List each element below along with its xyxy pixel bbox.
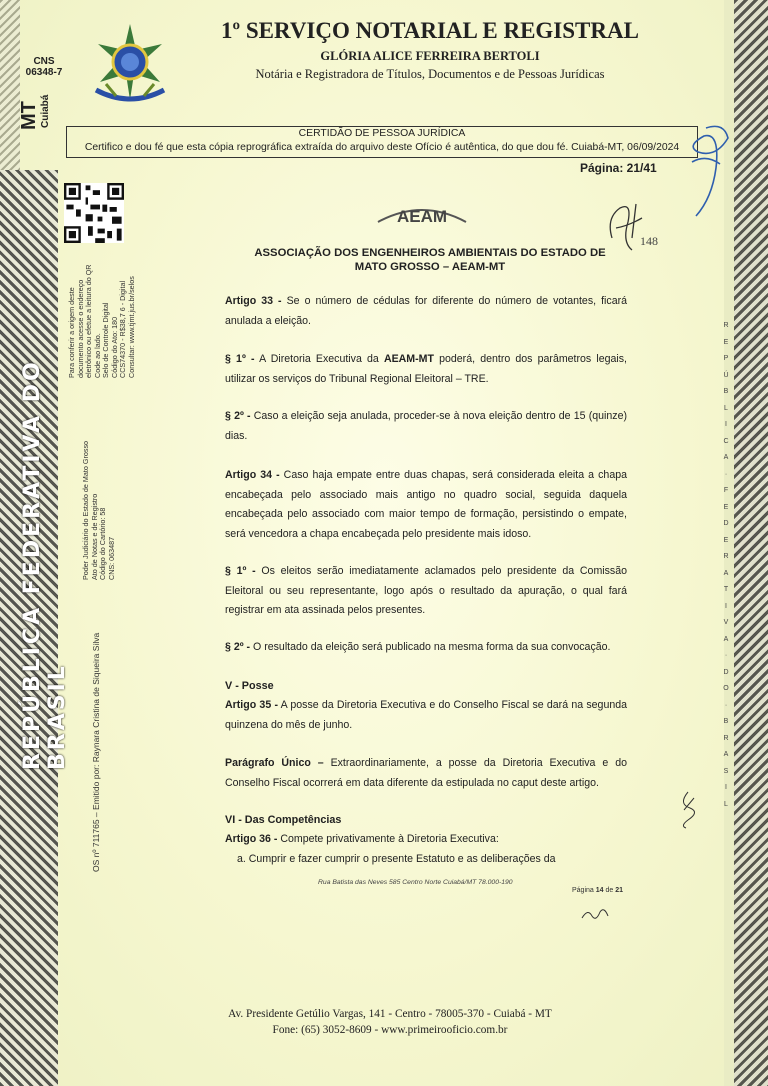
article-34-p2 [225,638,627,658]
right-strip-letter: A [723,751,729,758]
emitido-por-note: OS nº 711765 – Emitido por: Raynara Cristina de Siqueira Silva [91,632,101,872]
right-strip-letter: R [723,734,729,742]
paragraph-text: poderá, dentro dos parâmetros legais, utilizar os serviços do Tribunal Regional Eleitoral – TRE. [225,353,627,385]
aeam-logo [374,196,470,232]
paragraph-text: O resultado da eleição será publicado na mesma forma da sua convocação. [250,641,611,653]
certificate-box [66,126,698,158]
section-posse: V - Posse [225,680,274,692]
office-contact: Fone: (65) 3052-8609 - www.primeirooficio.com.br [272,1024,508,1036]
right-strip-letter: P [723,355,729,362]
paragraph-text: Caso a eleição seja anulada, proceder-se à nova eleição dentro de 15 (quinze) dias. [225,410,627,442]
right-strip-letter: A [723,635,729,643]
right-strip-letter: B [723,718,729,725]
article-label: Artigo 35 - [225,699,278,711]
document-footer-page [572,887,623,894]
right-strip-letter: Ú [723,371,729,379]
poder-note-line: Código do Cartório: 58 [98,507,107,580]
qr-note-line: Código do Ato: 180 [109,316,119,378]
right-strip-letter: E [723,536,729,544]
right-strip-letter: R [723,553,729,560]
footer-page-text: de [603,887,616,894]
document-title-line: ASSOCIAÇÃO DOS ENGENHEIROS AMBIENTAIS DO ESTADO DE [254,247,606,259]
aeam-logo-text: AEAM [396,207,448,226]
office-title: 1º SERVIÇO NOTARIAL E REGISTRAL [221,18,639,43]
right-strip-letter: A [723,454,729,461]
poder-note-line: Ato de Notas e de Registro [89,493,99,580]
article-text: Compete privativamente à Diretoria Executiva: [277,833,499,845]
footer-page-total: 21 [615,887,624,894]
qr-note-line: documento acesse o endereço [75,279,85,378]
poder-note-line: CNS: 063487 [106,536,116,580]
article-36 [225,830,627,850]
ornamental-border-top [0,0,20,170]
paragraph-label: § 2º - [225,641,251,653]
margin-initials-icon [676,790,702,830]
cns-number: 06348-7 [25,67,63,78]
right-strip-letter: A [723,569,729,577]
section-competencias: VI - Das Competências [225,814,342,826]
article-34 [225,466,627,544]
list-item: a. Cumprir e fazer cumprir o presente Estatuto e as deliberações da [237,853,556,865]
article-text: Se o número de cédulas for diferente do número de votantes, ficará anulada a eleição. [225,295,628,327]
paragraph-text: A Diretoria Executiva da [254,353,384,365]
cns-block [22,56,66,78]
right-strip-letter: O [723,685,729,692]
article-34-p1 [225,562,627,621]
qr-note-line: CCS74370 - R$38,7 6 - Digital [118,280,127,378]
office-address: Av. Presidente Getúlio Vargas, 141 - Centro - 78005-370 - Cuiabá - MT [228,1008,552,1020]
right-strip-letter: · [724,470,728,478]
right-strip-letter: C [723,437,729,445]
right-strip-letter: I [725,784,727,791]
certificate-title: CERTIDÃO DE PESSOA JURÍDICA [298,128,466,139]
article-text: Caso haja empate entre duas chapas, será considerada eleita a chapa encabeçada pelo associado mais antigo no quadro social, seguida daquela encabeçada pelo associado com maior tempo de formação, persistindo o empate, será vencedora a chapa encabeçada pelo presidente mais idoso. [225,469,627,540]
notary-name: GLÓRIA ALICE FERREIRA BERTOLI [320,49,540,63]
qr-verification-note [68,265,136,378]
right-strip-letter: E [723,338,729,346]
right-strip-letter: D [723,520,729,527]
stamp-number: 148 [640,234,658,248]
republica-vertical-text: REPÚBLICA FEDERATIVA DO BRASIL [20,359,70,770]
article-33 [225,292,627,331]
certificate-text: Certifico e dou fé que esta cópia reprográfica extraída do arquivo deste Ofício é autêntica, do que dou fé. Cuiabá-MT, 06/09/2024 [84,142,680,153]
right-strip-letter: · [724,701,728,709]
qr-code-icon[interactable] [64,183,124,243]
cns-label: CNS [33,56,55,67]
right-strip-letter: B [723,388,729,395]
state-mark: MT [18,101,40,130]
footer-page-current: 14 [595,887,604,894]
document-title-line: MATO GROSSO – AEAM-MT [354,261,506,273]
qr-note-line: eletrônico ou efetue a leitura do QR [84,264,93,378]
right-strip-letter: L [724,404,728,412]
article-label: Artigo 36 - [225,833,278,845]
qr-note-line: Consultar: www.tjmt.jus.br/selos [126,276,136,378]
right-strip-letter: D [723,668,729,676]
article-33-p2 [225,407,627,446]
right-strip-letter: I [725,602,727,610]
right-strip-letter: T [723,586,729,593]
right-strip-letter: F [723,487,729,494]
paragraph-label: § 1º - [225,353,255,365]
right-strip-letter: E [723,503,729,511]
city-mark: Cuiabá [40,94,51,128]
article-text: A posse da Diretoria Executiva e do Conselho Fiscal se dará na segunda quinzena do mês de junho. [225,699,628,731]
footer-page-text: Página [572,887,596,894]
ornamental-border-right [734,0,768,1086]
qr-note-line: Selo de Controle Digital [101,302,110,378]
paragrafo-unico [225,754,627,793]
right-strip-letter: I [725,421,727,428]
right-strip-letter: R [723,322,729,329]
paragraph-label: Parágrafo Único – [225,757,324,769]
right-strip-letter: L [724,800,728,808]
qr-note-line: Para conferir a origem deste [67,287,76,378]
page-initials-icon [580,904,610,924]
paragraph-label: § 2º - [225,410,251,422]
qr-note-line: Code ao lado. [92,333,102,378]
right-strip-letter: V [723,619,729,626]
poder-judiciario-note [82,441,116,580]
article-35 [225,696,627,735]
office-subtitle: Notária e Registradora de Títulos, Documentos e de Pessoas Jurídicas [255,67,605,81]
right-strip-letter: S [723,767,729,775]
document-title [240,246,620,274]
brazil-coat-of-arms-icon [86,20,174,108]
article-label: Artigo 33 - [225,295,282,307]
certificate-page-number: Página: 21/41 [580,161,657,175]
paragraph-text: Os eleitos serão imediatamente aclamados pelo presidente da Comissão Eleitoral ou seu representante, logo após o resultado da apuração, o qual fará registrar em ata assinada pelos presentes. [225,565,627,616]
paragraph-text: Extraordinariamente, a posse da Diretoria Executiva e do Conselho Fiscal ocorrerá em data diferente da estipulada no caput deste artigo. [225,757,627,789]
paragraph-label: § 1º - [225,565,256,577]
paragraph-emphasis: AEAM-MT [383,353,434,365]
right-strip-letter: · [724,652,728,659]
article-33-p1 [225,350,627,389]
poder-note-line: Poder Judiciário do Estado de Mato Grosso [81,440,90,580]
notary-signature-icon [676,118,738,222]
document-footer-address: Rua Batista das Neves 585 Centro Norte Cuiabá/MT 78.000-190 [318,879,513,886]
article-label: Artigo 34 - [225,469,280,481]
